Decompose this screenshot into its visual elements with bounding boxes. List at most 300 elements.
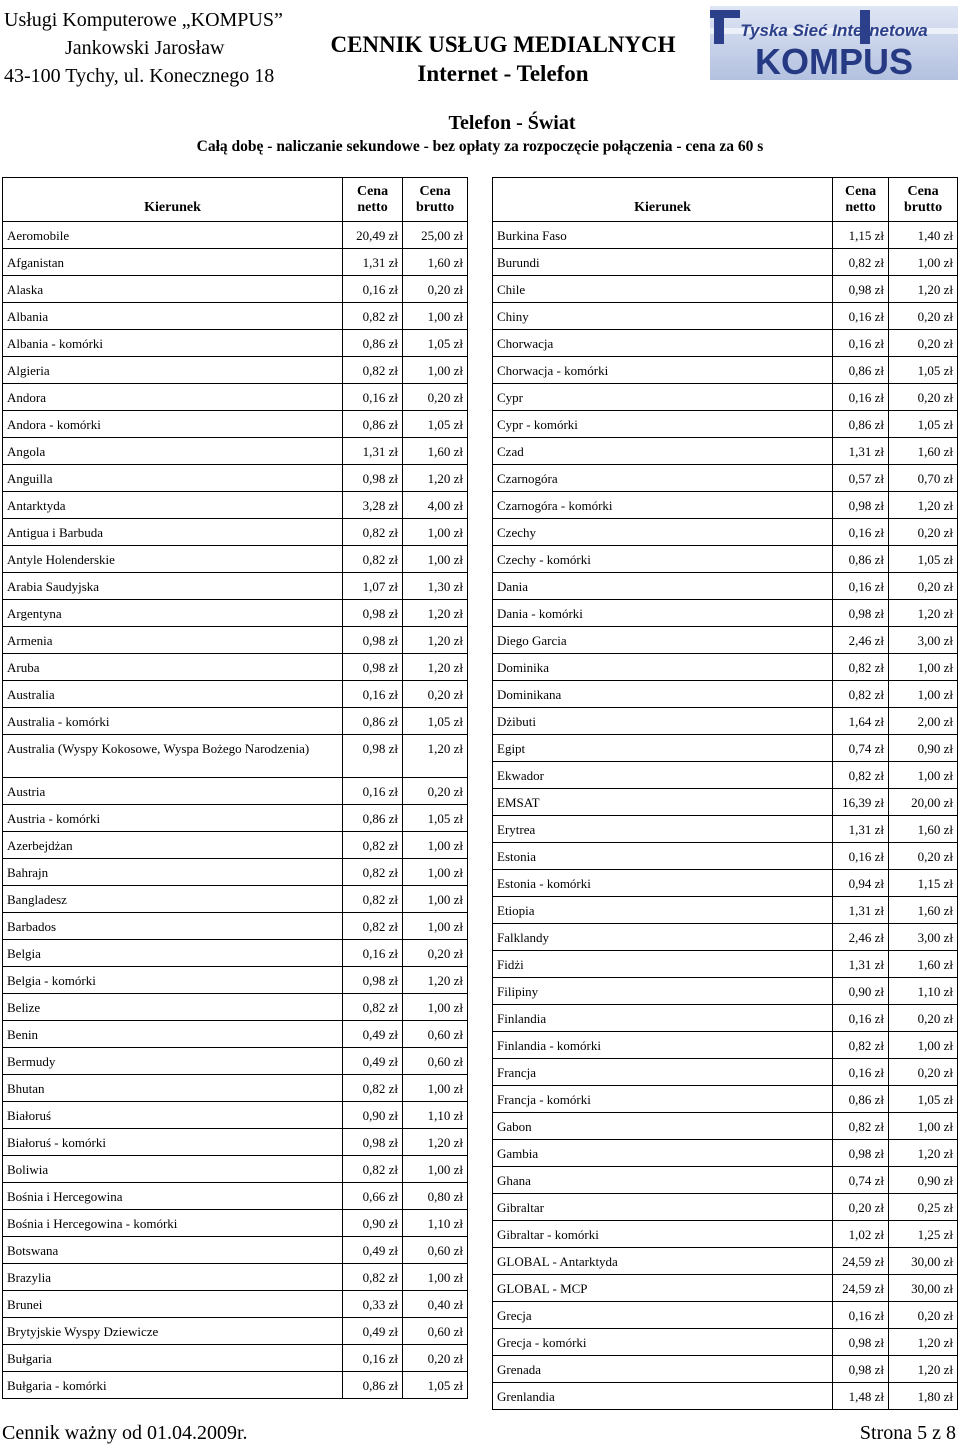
- title-line-2: Internet - Telefon: [417, 61, 589, 86]
- logo-tagline: Tyska Sieć Internetowa: [740, 21, 928, 40]
- direction-cell: Egipt: [493, 735, 833, 762]
- table-row: [3, 411, 468, 438]
- table-row: [493, 1167, 958, 1194]
- direction-cell: Francja - komórki: [493, 1086, 833, 1113]
- direction-cell: Ghana: [493, 1167, 833, 1194]
- table-row: [3, 1291, 468, 1318]
- net-price-cell: 0,86 zł: [343, 805, 403, 832]
- direction-cell: Brytyjskie Wyspy Dziewicze: [3, 1318, 343, 1345]
- net-price-cell: 0,82 zł: [343, 303, 403, 330]
- table-row: [493, 816, 958, 843]
- table-row: [493, 1383, 958, 1410]
- direction-cell: Czad: [493, 438, 833, 465]
- logo-wordmark: KOMPUS: [754, 41, 914, 80]
- gross-price-cell: 0,20 zł: [403, 1345, 468, 1372]
- direction-cell: Etiopia: [493, 897, 833, 924]
- validity-note: Cennik ważny od 01.04.2009r.: [2, 1422, 248, 1444]
- direction-cell: Estonia: [493, 843, 833, 870]
- direction-cell: Anguilla: [3, 465, 343, 492]
- direction-cell: Chiny: [493, 303, 833, 330]
- net-price-cell: 0,86 zł: [833, 546, 889, 573]
- net-price-cell: 0,16 zł: [343, 276, 403, 303]
- table-row: [3, 1210, 468, 1237]
- net-price-cell: 0,49 zł: [343, 1237, 403, 1264]
- direction-cell: Dania: [493, 573, 833, 600]
- net-price-cell: 0,16 zł: [833, 1302, 889, 1329]
- net-price-cell: 0,86 zł: [343, 411, 403, 438]
- net-price-cell: 0,86 zł: [833, 1086, 889, 1113]
- col-gross-line1: Cena: [907, 184, 939, 199]
- net-price-cell: 0,98 zł: [833, 1356, 889, 1383]
- table-row: [3, 546, 468, 573]
- table-row: [3, 859, 468, 886]
- gross-price-cell: 25,00 zł: [403, 222, 468, 249]
- direction-cell: Botswana: [3, 1237, 343, 1264]
- price-table-left: [2, 177, 468, 1399]
- gross-price-cell: 1,60 zł: [403, 438, 468, 465]
- gross-price-cell: 30,00 zł: [889, 1275, 958, 1302]
- table-row: [3, 940, 468, 967]
- table-row: [3, 805, 468, 832]
- net-price-cell: 2,46 zł: [833, 924, 889, 951]
- net-price-cell: 3,28 zł: [343, 492, 403, 519]
- table-row: [493, 1275, 958, 1302]
- direction-cell: Bhutan: [3, 1075, 343, 1102]
- direction-cell: Albania: [3, 303, 343, 330]
- table-row: [3, 1183, 468, 1210]
- company-name: Usługi Komputerowe „KOMPUS”: [4, 9, 283, 31]
- direction-cell: Australia - komórki: [3, 708, 343, 735]
- gross-price-cell: 1,60 zł: [889, 897, 958, 924]
- direction-cell: Albania - komórki: [3, 330, 343, 357]
- gross-price-cell: 1,00 zł: [403, 1156, 468, 1183]
- gross-price-cell: 1,20 zł: [403, 967, 468, 994]
- table-row: [493, 870, 958, 897]
- gross-price-cell: 1,25 zł: [889, 1221, 958, 1248]
- table-row: [493, 465, 958, 492]
- gross-price-cell: 1,00 zł: [403, 832, 468, 859]
- table-row: [493, 924, 958, 951]
- table-row: [3, 276, 468, 303]
- document-title: [300, 30, 706, 88]
- direction-cell: Antarktyda: [3, 492, 343, 519]
- net-price-cell: 2,46 zł: [833, 627, 889, 654]
- table-row: [493, 762, 958, 789]
- net-price-cell: 0,86 zł: [343, 1372, 403, 1399]
- table-row: [3, 1129, 468, 1156]
- gross-price-cell: 1,80 zł: [889, 1383, 958, 1410]
- table-row: [3, 735, 468, 778]
- table-row: [3, 1102, 468, 1129]
- gross-price-cell: 1,00 zł: [889, 654, 958, 681]
- gross-price-cell: 1,05 zł: [889, 1086, 958, 1113]
- direction-cell: Burundi: [493, 249, 833, 276]
- net-price-cell: 0,82 zł: [833, 249, 889, 276]
- net-price-cell: 0,98 zł: [833, 1329, 889, 1356]
- table-row: [493, 438, 958, 465]
- direction-cell: Bośnia i Hercegowina: [3, 1183, 343, 1210]
- direction-cell: Francja: [493, 1059, 833, 1086]
- net-price-cell: 1,31 zł: [833, 951, 889, 978]
- direction-cell: Gabon: [493, 1113, 833, 1140]
- net-price-cell: 0,16 zł: [833, 843, 889, 870]
- col-gross-line2: brutto: [415, 200, 455, 215]
- net-price-cell: 0,16 zł: [833, 519, 889, 546]
- gross-price-cell: 3,00 zł: [889, 627, 958, 654]
- gross-price-cell: 1,05 zł: [403, 411, 468, 438]
- net-price-cell: 0,90 zł: [833, 978, 889, 1005]
- net-price-cell: 1,48 zł: [833, 1383, 889, 1410]
- net-price-cell: 0,16 zł: [833, 330, 889, 357]
- net-price-cell: 0,98 zł: [343, 654, 403, 681]
- net-price-cell: 24,59 zł: [833, 1248, 889, 1275]
- gross-price-cell: 1,00 zł: [889, 762, 958, 789]
- direction-cell: Benin: [3, 1021, 343, 1048]
- net-price-cell: 0,86 zł: [833, 357, 889, 384]
- net-price-cell: 0,57 zł: [833, 465, 889, 492]
- net-price-cell: 0,82 zł: [343, 913, 403, 940]
- direction-cell: Dania - komórki: [493, 600, 833, 627]
- gross-price-cell: 0,60 zł: [403, 1318, 468, 1345]
- table-row: [493, 1329, 958, 1356]
- gross-price-cell: 1,00 zł: [403, 913, 468, 940]
- table-row: [3, 357, 468, 384]
- table-row: [3, 1075, 468, 1102]
- net-price-cell: 0,86 zł: [343, 708, 403, 735]
- gross-price-cell: 0,60 zł: [403, 1048, 468, 1075]
- table-row: [493, 357, 958, 384]
- net-price-cell: 0,98 zł: [833, 276, 889, 303]
- gross-price-cell: 1,05 zł: [403, 708, 468, 735]
- col-gross: [403, 178, 468, 222]
- table-row: [493, 1221, 958, 1248]
- direction-cell: Czechy - komórki: [493, 546, 833, 573]
- gross-price-cell: 0,20 zł: [889, 519, 958, 546]
- table-row: [493, 843, 958, 870]
- table-row: [3, 573, 468, 600]
- net-price-cell: 0,16 zł: [833, 1059, 889, 1086]
- gross-price-cell: 1,20 zł: [403, 627, 468, 654]
- table-row: [3, 886, 468, 913]
- net-price-cell: 0,82 zł: [343, 1264, 403, 1291]
- gross-price-cell: 0,20 zł: [403, 681, 468, 708]
- direction-cell: Andora: [3, 384, 343, 411]
- direction-cell: Argentyna: [3, 600, 343, 627]
- direction-cell: Brunei: [3, 1291, 343, 1318]
- gross-price-cell: 1,10 zł: [889, 978, 958, 1005]
- gross-price-cell: 0,20 zł: [403, 940, 468, 967]
- gross-price-cell: 0,20 zł: [889, 573, 958, 600]
- direction-cell: Aruba: [3, 654, 343, 681]
- table-row: [3, 492, 468, 519]
- col-net-line2: netto: [845, 200, 876, 215]
- gross-price-cell: 1,05 zł: [889, 546, 958, 573]
- net-price-cell: 0,33 zł: [343, 1291, 403, 1318]
- gross-price-cell: 1,20 zł: [889, 1329, 958, 1356]
- direction-cell: Algieria: [3, 357, 343, 384]
- table-row: [3, 654, 468, 681]
- table-row: [3, 600, 468, 627]
- direction-cell: Estonia - komórki: [493, 870, 833, 897]
- gross-price-cell: 1,00 zł: [403, 1264, 468, 1291]
- gross-price-cell: 0,20 zł: [403, 276, 468, 303]
- gross-price-cell: 1,00 zł: [403, 859, 468, 886]
- table-row: [3, 1264, 468, 1291]
- direction-cell: Dominika: [493, 654, 833, 681]
- table-row: [493, 951, 958, 978]
- table-row: [493, 1302, 958, 1329]
- net-price-cell: 0,20 zł: [833, 1194, 889, 1221]
- gross-price-cell: 0,20 zł: [403, 778, 468, 805]
- table-row: [3, 519, 468, 546]
- title-line-1: CENNIK USŁUG MEDIALNYCH: [330, 32, 676, 57]
- net-price-cell: 0,82 zł: [343, 357, 403, 384]
- gross-price-cell: 0,70 zł: [889, 465, 958, 492]
- gross-price-cell: 0,25 zł: [889, 1194, 958, 1221]
- direction-cell: GLOBAL - Antarktyda: [493, 1248, 833, 1275]
- gross-price-cell: 0,20 zł: [889, 303, 958, 330]
- gross-price-cell: 1,60 zł: [889, 816, 958, 843]
- col-direction: Kierunek: [3, 178, 343, 222]
- direction-cell: Bahrajn: [3, 859, 343, 886]
- table-row: [3, 778, 468, 805]
- gross-price-cell: 1,00 zł: [403, 546, 468, 573]
- table-row: [493, 1086, 958, 1113]
- net-price-cell: 20,49 zł: [343, 222, 403, 249]
- net-price-cell: 0,16 zł: [833, 384, 889, 411]
- direction-cell: Aeromobile: [3, 222, 343, 249]
- gross-price-cell: 1,20 zł: [403, 1129, 468, 1156]
- gross-price-cell: 0,20 zł: [889, 1005, 958, 1032]
- direction-cell: Belize: [3, 994, 343, 1021]
- table-row: [493, 789, 958, 816]
- table-row: [3, 438, 468, 465]
- gross-price-cell: 1,20 zł: [889, 600, 958, 627]
- direction-cell: EMSAT: [493, 789, 833, 816]
- gross-price-cell: 1,05 zł: [889, 357, 958, 384]
- table-row: [3, 913, 468, 940]
- net-price-cell: 24,59 zł: [833, 1275, 889, 1302]
- net-price-cell: 0,98 zł: [343, 627, 403, 654]
- gross-price-cell: 0,90 zł: [889, 1167, 958, 1194]
- table-row: [3, 1237, 468, 1264]
- net-price-cell: 0,82 zł: [343, 546, 403, 573]
- gross-price-cell: 0,60 zł: [403, 1021, 468, 1048]
- net-price-cell: 0,98 zł: [833, 1140, 889, 1167]
- gross-price-cell: 1,00 zł: [403, 357, 468, 384]
- direction-cell: Grecja - komórki: [493, 1329, 833, 1356]
- table-row: [3, 249, 468, 276]
- net-price-cell: 0,16 zł: [833, 573, 889, 600]
- direction-cell: Barbados: [3, 913, 343, 940]
- table-row: [493, 492, 958, 519]
- net-price-cell: 0,98 zł: [343, 465, 403, 492]
- table-row: [493, 1140, 958, 1167]
- company-address: 43-100 Tychy, ul. Konecznego 18: [4, 65, 275, 87]
- col-net-line2: netto: [357, 200, 388, 215]
- gross-price-cell: 1,00 zł: [889, 249, 958, 276]
- gross-price-cell: 0,20 zł: [889, 384, 958, 411]
- table-row: [493, 276, 958, 303]
- table-row: [3, 967, 468, 994]
- table-row: [493, 303, 958, 330]
- net-price-cell: 1,31 zł: [343, 438, 403, 465]
- table-row: [493, 384, 958, 411]
- direction-cell: Belgia: [3, 940, 343, 967]
- direction-cell: Fidżi: [493, 951, 833, 978]
- table-row: [3, 303, 468, 330]
- direction-cell: Antigua i Barbuda: [3, 519, 343, 546]
- gross-price-cell: 1,30 zł: [403, 573, 468, 600]
- direction-cell: Grecja: [493, 1302, 833, 1329]
- net-price-cell: 0,82 zł: [833, 1113, 889, 1140]
- direction-cell: Gibraltar: [493, 1194, 833, 1221]
- gross-price-cell: 1,20 zł: [889, 492, 958, 519]
- table-row: [493, 249, 958, 276]
- gross-price-cell: 1,60 zł: [403, 249, 468, 276]
- gross-price-cell: 1,00 zł: [403, 303, 468, 330]
- col-gross-line2: brutto: [903, 200, 943, 215]
- net-price-cell: 0,98 zł: [833, 492, 889, 519]
- table-row: [493, 1356, 958, 1383]
- section-subtitle: Całą dobę - naliczanie sekundowe - bez opłaty za rozpoczęcie połączenia - cena za 60 s: [196, 138, 764, 155]
- direction-cell: Alaska: [3, 276, 343, 303]
- net-price-cell: 0,16 zł: [343, 1345, 403, 1372]
- net-price-cell: 0,82 zł: [833, 1032, 889, 1059]
- gross-price-cell: 3,00 zł: [889, 924, 958, 951]
- direction-cell: Czarnogóra: [493, 465, 833, 492]
- table-row: [493, 681, 958, 708]
- direction-cell: Australia: [3, 681, 343, 708]
- gross-price-cell: 0,20 zł: [889, 330, 958, 357]
- gross-price-cell: 1,20 zł: [889, 276, 958, 303]
- table-row: [493, 627, 958, 654]
- direction-cell: Angola: [3, 438, 343, 465]
- gross-price-cell: 1,60 zł: [889, 438, 958, 465]
- direction-cell: Cypr - komórki: [493, 411, 833, 438]
- gross-price-cell: 1,00 zł: [403, 886, 468, 913]
- gross-price-cell: 1,00 zł: [403, 994, 468, 1021]
- gross-price-cell: 20,00 zł: [889, 789, 958, 816]
- direction-cell: Austria - komórki: [3, 805, 343, 832]
- direction-cell: Czarnogóra - komórki: [493, 492, 833, 519]
- col-direction: Kierunek: [493, 178, 833, 222]
- net-price-cell: 0,16 zł: [833, 303, 889, 330]
- direction-cell: Brazylia: [3, 1264, 343, 1291]
- net-price-cell: 0,66 zł: [343, 1183, 403, 1210]
- direction-cell: Afganistan: [3, 249, 343, 276]
- net-price-cell: 0,82 zł: [833, 681, 889, 708]
- net-price-cell: 0,86 zł: [343, 330, 403, 357]
- gross-price-cell: 0,20 zł: [889, 1059, 958, 1086]
- table-header-row: [493, 178, 958, 222]
- gross-price-cell: 1,05 zł: [889, 411, 958, 438]
- direction-cell: Chorwacja: [493, 330, 833, 357]
- table-row: [3, 1318, 468, 1345]
- table-row: [493, 897, 958, 924]
- direction-cell: Bułgaria: [3, 1345, 343, 1372]
- net-price-cell: 1,31 zł: [833, 438, 889, 465]
- gross-price-cell: 0,20 zł: [889, 843, 958, 870]
- net-price-cell: 0,94 zł: [833, 870, 889, 897]
- table-row: [493, 600, 958, 627]
- table-row: [3, 1021, 468, 1048]
- gross-price-cell: 0,40 zł: [403, 1291, 468, 1318]
- direction-cell: Grenlandia: [493, 1383, 833, 1410]
- net-price-cell: 0,49 zł: [343, 1021, 403, 1048]
- direction-cell: Andora - komórki: [3, 411, 343, 438]
- col-net: [833, 178, 889, 222]
- company-info: [4, 6, 283, 90]
- net-price-cell: 0,16 zł: [343, 778, 403, 805]
- direction-cell: Gambia: [493, 1140, 833, 1167]
- gross-price-cell: 1,05 zł: [403, 1372, 468, 1399]
- gross-price-cell: 1,00 zł: [889, 681, 958, 708]
- net-price-cell: 0,49 zł: [343, 1318, 403, 1345]
- table-row: [3, 681, 468, 708]
- net-price-cell: 0,82 zł: [833, 762, 889, 789]
- table-row: [3, 708, 468, 735]
- gross-price-cell: 1,20 zł: [889, 1356, 958, 1383]
- net-price-cell: 0,90 zł: [343, 1210, 403, 1237]
- net-price-cell: 0,82 zł: [343, 1075, 403, 1102]
- table-row: [493, 654, 958, 681]
- section-title: Telefon - Świat: [448, 112, 576, 134]
- net-price-cell: 0,82 zł: [343, 886, 403, 913]
- net-price-cell: 1,64 zł: [833, 708, 889, 735]
- gross-price-cell: 1,00 zł: [889, 1113, 958, 1140]
- table-row: [493, 1248, 958, 1275]
- gross-price-cell: 1,10 zł: [403, 1210, 468, 1237]
- gross-price-cell: 2,00 zł: [889, 708, 958, 735]
- table-row: [3, 465, 468, 492]
- net-price-cell: 1,31 zł: [833, 816, 889, 843]
- direction-cell: Bermudy: [3, 1048, 343, 1075]
- gross-price-cell: 0,90 zł: [889, 735, 958, 762]
- direction-cell: Falklandy: [493, 924, 833, 951]
- direction-cell: Gibraltar - komórki: [493, 1221, 833, 1248]
- company-owner: Jankowski Jarosław: [65, 37, 225, 59]
- table-row: [3, 832, 468, 859]
- direction-cell: Ekwador: [493, 762, 833, 789]
- table-row: [493, 1005, 958, 1032]
- gross-price-cell: 1,10 zł: [403, 1102, 468, 1129]
- gross-price-cell: 1,60 zł: [889, 951, 958, 978]
- col-gross: [889, 178, 958, 222]
- direction-cell: Filipiny: [493, 978, 833, 1005]
- net-price-cell: 0,98 zł: [343, 735, 403, 778]
- direction-cell: Armenia: [3, 627, 343, 654]
- direction-cell: Erytrea: [493, 816, 833, 843]
- gross-price-cell: 1,20 zł: [403, 735, 468, 778]
- direction-cell: Finlandia - komórki: [493, 1032, 833, 1059]
- gross-price-cell: 1,05 zł: [403, 330, 468, 357]
- direction-cell: Burkina Faso: [493, 222, 833, 249]
- direction-cell: Bośnia i Hercegowina - komórki: [3, 1210, 343, 1237]
- net-price-cell: 0,16 zł: [343, 940, 403, 967]
- table-row: [3, 1156, 468, 1183]
- table-row: [493, 708, 958, 735]
- net-price-cell: 0,16 zł: [343, 681, 403, 708]
- net-price-cell: 0,74 zł: [833, 735, 889, 762]
- gross-price-cell: 30,00 zł: [889, 1248, 958, 1275]
- table-row: [493, 330, 958, 357]
- gross-price-cell: 1,05 zł: [403, 805, 468, 832]
- direction-cell: Belgia - komórki: [3, 967, 343, 994]
- gross-price-cell: 1,20 zł: [403, 654, 468, 681]
- table-row: [3, 1372, 468, 1399]
- direction-cell: Azerbejdżan: [3, 832, 343, 859]
